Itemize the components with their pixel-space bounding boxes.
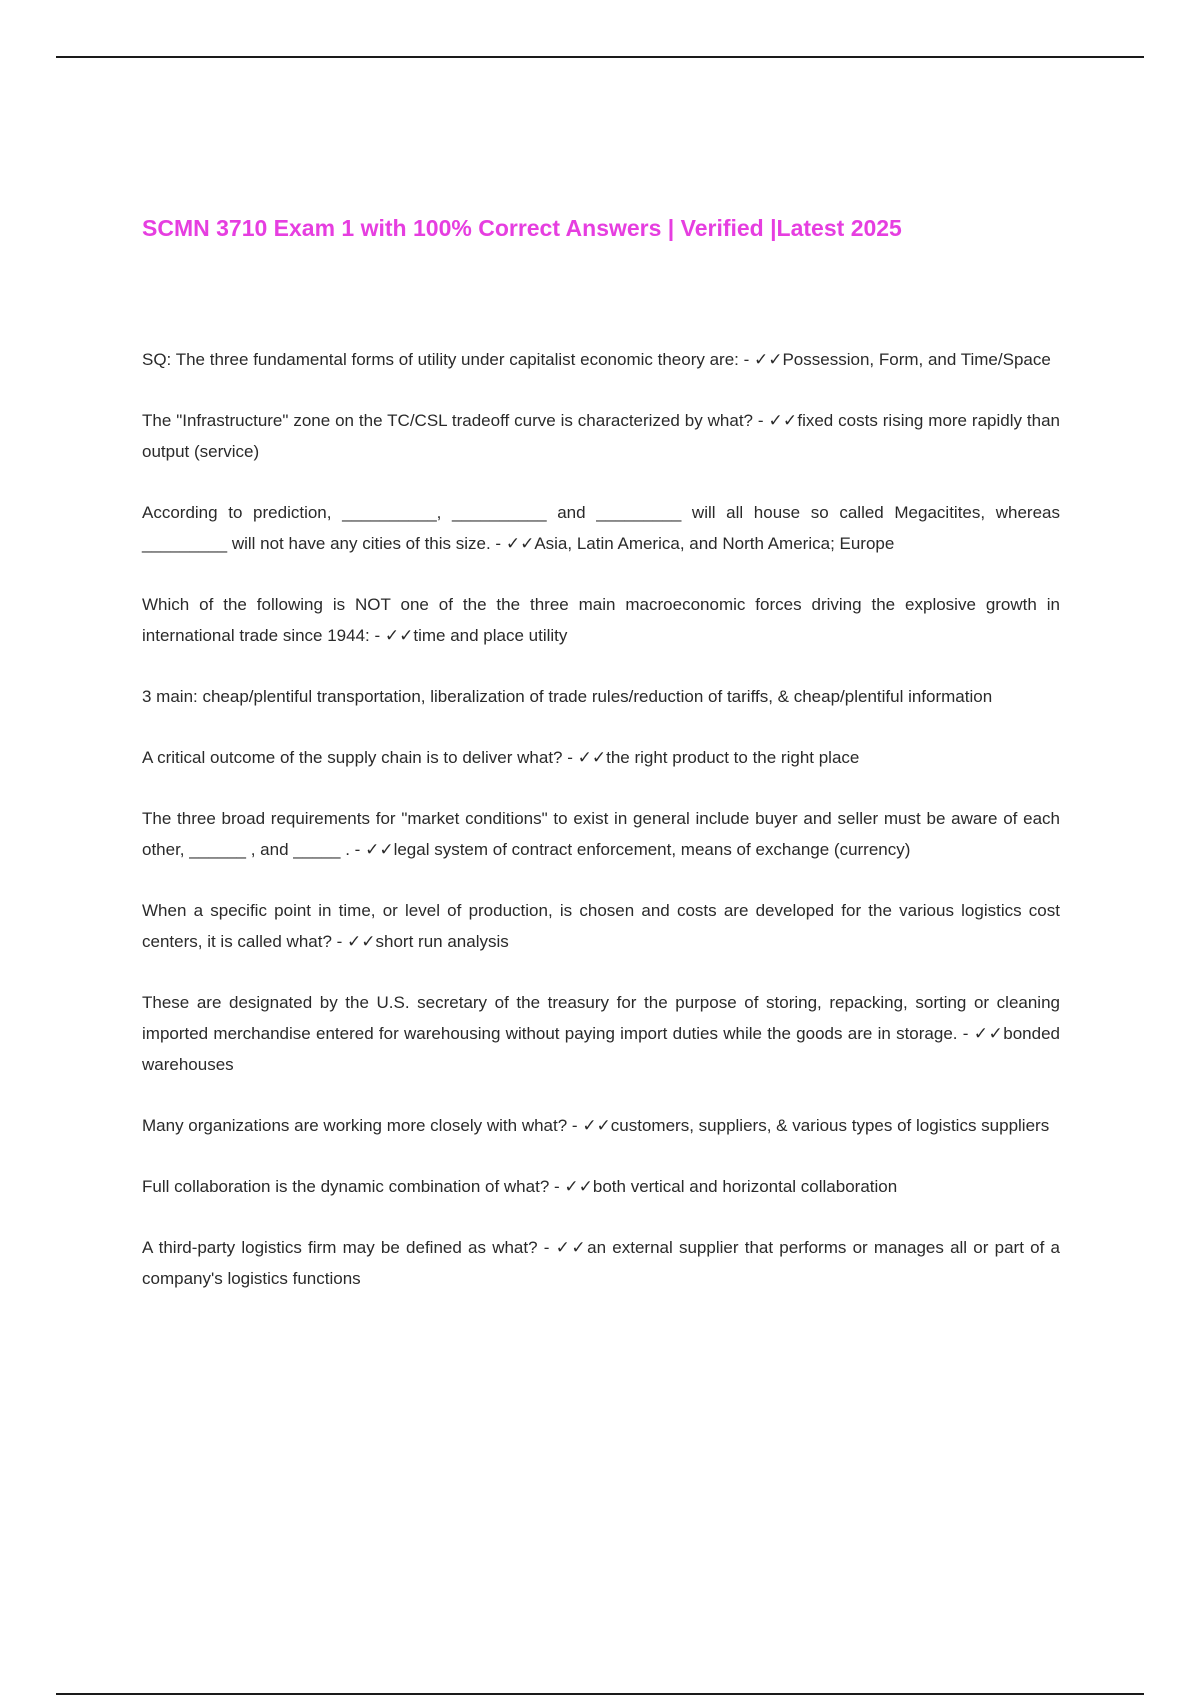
qa-entry [142, 803, 1060, 865]
question-text: A critical outcome of the supply chain is to deliver what? - [142, 748, 578, 767]
qa-entry [142, 987, 1060, 1080]
answer-text: ✓✓fixed costs rising more rapidly than output (service) [142, 411, 1060, 461]
question-text: A third-party logistics firm may be defined as what? - [142, 1238, 556, 1257]
question-text: The three broad requirements for "market conditions" to exist in general include buyer and seller must be aware of each other, ______ , and _____ . - [142, 809, 1060, 859]
question-text: These are designated by the U.S. secretary of the treasury for the purpose of storing, repacking, sorting or cleaning imported merchandise entered for warehousing without paying import duties while the goods are in storage. - [142, 993, 1060, 1043]
qa-entry [142, 1171, 1060, 1202]
question-text: According to prediction, __________, __________ and _________ will all house so called Megacitites, whereas _________ will not have any cities of this size. - [142, 503, 1060, 553]
question-text: 3 main: cheap/plentiful transportation, liberalization of trade rules/reduction of tariffs, & cheap/plentiful information [142, 687, 993, 706]
answer-text: ✓✓Asia, Latin America, and North America; Europe [505, 534, 895, 553]
answer-text: ✓✓legal system of contract enforcement, means of exchange (currency) [365, 840, 911, 859]
qa-entry [142, 1232, 1060, 1294]
qa-entry [142, 497, 1060, 559]
question-text: SQ: The three fundamental forms of utility under capitalist economic theory are: - [142, 350, 754, 369]
question-text: When a specific point in time, or level of production, is chosen and costs are developed for the various logistics cost centers, it is called what? - [142, 901, 1060, 951]
answer-text: ✓✓both vertical and horizontal collaboration [564, 1177, 898, 1196]
answer-text: ✓✓time and place utility [384, 626, 568, 645]
answer-text: ✓✓Possession, Form, and Time/Space [753, 350, 1051, 369]
document-body [142, 344, 1060, 1324]
question-text: The "Infrastructure" zone on the TC/CSL tradeoff curve is characterized by what? - [142, 411, 769, 430]
qa-entry [142, 742, 1060, 773]
answer-text: ✓✓an external supplier that performs or manages all or part of a company's logistics functions [142, 1238, 1060, 1288]
qa-entry [142, 589, 1060, 651]
answer-text: ✓✓customers, suppliers, & various types of logistics suppliers [582, 1116, 1050, 1135]
qa-entry [142, 681, 1060, 712]
top-rule [56, 56, 1144, 58]
qa-entry [142, 344, 1060, 375]
answer-text: ✓✓short run analysis [347, 932, 509, 951]
question-text: Full collaboration is the dynamic combination of what? - [142, 1177, 565, 1196]
qa-entry [142, 405, 1060, 467]
answer-text: ✓✓the right product to the right place [577, 748, 860, 767]
qa-entry [142, 1110, 1060, 1141]
document-title: SCMN 3710 Exam 1 with 100% Correct Answers | Verified |Latest 2025 [142, 215, 902, 241]
question-text: Which of the following is NOT one of the the three main macroeconomic forces driving the explosive growth in international trade since 1944: - [142, 595, 1060, 645]
qa-entry [142, 895, 1060, 957]
bottom-rule [56, 1693, 1144, 1695]
question-text: Many organizations are working more closely with what? - [142, 1116, 583, 1135]
answer-text: ✓✓bonded warehouses [142, 1024, 1060, 1074]
